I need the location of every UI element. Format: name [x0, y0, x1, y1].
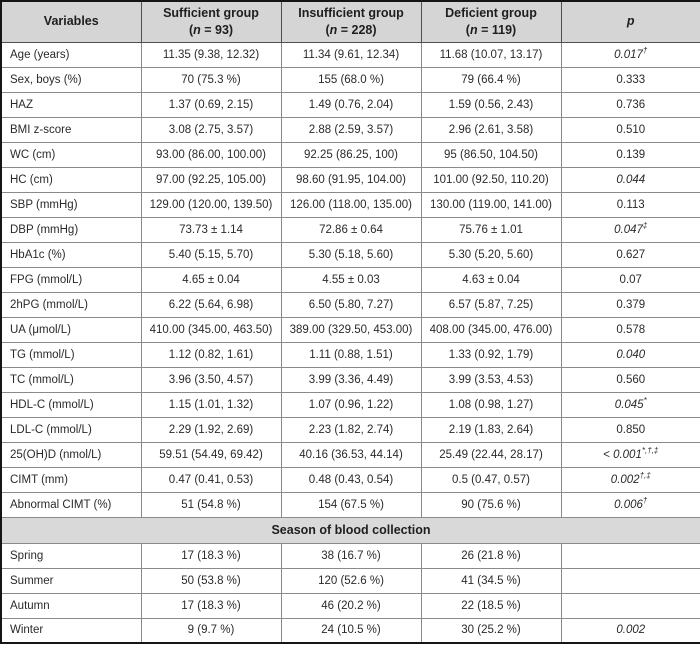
value-cell: 75.76 ± 1.01 [421, 217, 561, 242]
p-value-cell: 0.044 [561, 167, 700, 192]
value-cell: 95 (86.50, 104.50) [421, 142, 561, 167]
variable-cell: DBP (mmHg) [1, 217, 141, 242]
value-cell: 17 (18.3 %) [141, 543, 281, 568]
p-value-cell: 0.113 [561, 192, 700, 217]
variable-cell: TG (mmol/L) [1, 342, 141, 367]
p-value-cell: 0.017† [561, 42, 700, 67]
value-cell: 22 (18.5 %) [421, 593, 561, 618]
value-cell: 130.00 (119.00, 141.00) [421, 192, 561, 217]
table-row [1, 442, 700, 467]
variable-cell: 2hPG (mmol/L) [1, 292, 141, 317]
p-value-cell: 0.139 [561, 142, 700, 167]
value-cell: 9 (9.7 %) [141, 618, 281, 643]
variable-cell: 25(OH)D (nmol/L) [1, 442, 141, 467]
table-row [1, 367, 700, 392]
value-cell: 25.49 (22.44, 28.17) [421, 442, 561, 467]
value-cell: 101.00 (92.50, 110.20) [421, 167, 561, 192]
column-header-group-2 [281, 1, 421, 42]
variable-cell: HC (cm) [1, 167, 141, 192]
value-cell: 3.99 (3.53, 4.53) [421, 367, 561, 392]
table-row [1, 167, 700, 192]
variable-cell: HDL-C (mmol/L) [1, 392, 141, 417]
value-cell: 2.23 (1.82, 2.74) [281, 417, 421, 442]
value-cell: 50 (53.8 %) [141, 568, 281, 593]
value-cell: 120 (52.6 %) [281, 568, 421, 593]
p-value-cell [561, 568, 700, 593]
table-row [1, 117, 700, 142]
column-header-group-3 [421, 1, 561, 42]
table-row [1, 568, 700, 593]
variable-cell: LDL-C (mmol/L) [1, 417, 141, 442]
value-cell: 4.63 ± 0.04 [421, 267, 561, 292]
value-cell: 2.96 (2.61, 3.58) [421, 117, 561, 142]
table-row [1, 467, 700, 492]
value-cell: 389.00 (329.50, 453.00) [281, 317, 421, 342]
variable-cell: BMI z-score [1, 117, 141, 142]
value-cell: 410.00 (345.00, 463.50) [141, 317, 281, 342]
value-cell: 1.33 (0.92, 1.79) [421, 342, 561, 367]
table-row [1, 543, 700, 568]
value-cell: 70 (75.3 %) [141, 67, 281, 92]
value-cell: 4.65 ± 0.04 [141, 267, 281, 292]
p-value-cell: 0.736 [561, 92, 700, 117]
p-value-cell: 0.627 [561, 242, 700, 267]
value-cell: 2.88 (2.59, 3.57) [281, 117, 421, 142]
value-cell: 41 (34.5 %) [421, 568, 561, 593]
table-row [1, 192, 700, 217]
value-cell: 0.48 (0.43, 0.54) [281, 467, 421, 492]
column-header-p: p [561, 1, 700, 42]
value-cell: 17 (18.3 %) [141, 593, 281, 618]
table-row [1, 242, 700, 267]
variable-cell: Spring [1, 543, 141, 568]
p-value-cell: 0.047‡ [561, 217, 700, 242]
table-row [1, 392, 700, 417]
value-cell: 0.5 (0.47, 0.57) [421, 467, 561, 492]
value-cell: 1.37 (0.69, 2.15) [141, 92, 281, 117]
table-row [1, 292, 700, 317]
value-cell: 3.08 (2.75, 3.57) [141, 117, 281, 142]
group-name: Deficient group [445, 5, 537, 20]
p-value-cell: 0.510 [561, 117, 700, 142]
p-value-cell: 0.002 [561, 618, 700, 643]
variable-cell: Autumn [1, 593, 141, 618]
variable-cell: SBP (mmHg) [1, 192, 141, 217]
group-n: (n = 93) [188, 22, 234, 37]
table-row [1, 142, 700, 167]
value-cell: 6.57 (5.87, 7.25) [421, 292, 561, 317]
value-cell: 1.15 (1.01, 1.32) [141, 392, 281, 417]
column-header-variables: Variables [1, 1, 141, 42]
value-cell: 51 (54.8 %) [141, 492, 281, 517]
table-row [1, 593, 700, 618]
table-row [1, 417, 700, 442]
value-cell: 408.00 (345.00, 476.00) [421, 317, 561, 342]
value-cell: 4.55 ± 0.03 [281, 267, 421, 292]
value-cell: 59.51 (54.49, 69.42) [141, 442, 281, 467]
value-cell: 0.47 (0.41, 0.53) [141, 467, 281, 492]
value-cell: 73.73 ± 1.14 [141, 217, 281, 242]
value-cell: 3.96 (3.50, 4.57) [141, 367, 281, 392]
variable-cell: Winter [1, 618, 141, 643]
table-row [1, 317, 700, 342]
value-cell: 72.86 ± 0.64 [281, 217, 421, 242]
value-cell: 11.34 (9.61, 12.34) [281, 42, 421, 67]
value-cell: 38 (16.7 %) [281, 543, 421, 568]
variable-cell: TC (mmol/L) [1, 367, 141, 392]
p-value-cell [561, 593, 700, 618]
value-cell: 3.99 (3.36, 4.49) [281, 367, 421, 392]
season-section-row [1, 517, 700, 543]
value-cell: 6.22 (5.64, 6.98) [141, 292, 281, 317]
value-cell: 26 (21.8 %) [421, 543, 561, 568]
p-value-cell: 0.002†,‡ [561, 467, 700, 492]
value-cell: 97.00 (92.25, 105.00) [141, 167, 281, 192]
p-value-cell: 0.379 [561, 292, 700, 317]
variable-cell: WC (cm) [1, 142, 141, 167]
value-cell: 46 (20.2 %) [281, 593, 421, 618]
group-name: Sufficient group [163, 5, 259, 20]
value-cell: 2.19 (1.83, 2.64) [421, 417, 561, 442]
value-cell: 90 (75.6 %) [421, 492, 561, 517]
value-cell: 126.00 (118.00, 135.00) [281, 192, 421, 217]
value-cell: 11.68 (10.07, 13.17) [421, 42, 561, 67]
value-cell: 98.60 (91.95, 104.00) [281, 167, 421, 192]
value-cell: 1.59 (0.56, 2.43) [421, 92, 561, 117]
value-cell: 6.50 (5.80, 7.27) [281, 292, 421, 317]
p-value-cell: 0.040 [561, 342, 700, 367]
p-value-cell: 0.333 [561, 67, 700, 92]
value-cell: 1.07 (0.96, 1.22) [281, 392, 421, 417]
value-cell: 24 (10.5 %) [281, 618, 421, 643]
variable-cell: Sex, boys (%) [1, 67, 141, 92]
p-value-cell: < 0.001*,†,‡ [561, 442, 700, 467]
value-cell: 92.25 (86.25, 100) [281, 142, 421, 167]
p-value-cell: 0.045* [561, 392, 700, 417]
season-section-header: Season of blood collection [1, 517, 700, 543]
table-row [1, 67, 700, 92]
value-cell: 40.16 (36.53, 44.14) [281, 442, 421, 467]
column-header-group-1 [141, 1, 281, 42]
table-row [1, 92, 700, 117]
p-value-cell: 0.07 [561, 267, 700, 292]
p-value-cell: 0.006† [561, 492, 700, 517]
table-row [1, 618, 700, 643]
variable-cell: Abnormal CIMT (%) [1, 492, 141, 517]
value-cell: 2.29 (1.92, 2.69) [141, 417, 281, 442]
value-cell: 1.49 (0.76, 2.04) [281, 92, 421, 117]
group-name: Insufficient group [298, 5, 404, 20]
p-value-cell: 0.850 [561, 417, 700, 442]
value-cell: 79 (66.4 %) [421, 67, 561, 92]
variable-cell: HbA1c (%) [1, 242, 141, 267]
p-value-cell [561, 543, 700, 568]
variable-cell: Summer [1, 568, 141, 593]
value-cell: 11.35 (9.38, 12.32) [141, 42, 281, 67]
value-cell: 5.40 (5.15, 5.70) [141, 242, 281, 267]
value-cell: 30 (25.2 %) [421, 618, 561, 643]
table-head [1, 1, 700, 42]
group-n: (n = 228) [325, 22, 377, 37]
variable-cell: Age (years) [1, 42, 141, 67]
p-value-cell: 0.578 [561, 317, 700, 342]
variable-cell: UA (μmol/L) [1, 317, 141, 342]
value-cell: 93.00 (86.00, 100.00) [141, 142, 281, 167]
variable-cell: FPG (mmol/L) [1, 267, 141, 292]
table-row [1, 492, 700, 517]
p-value-cell: 0.560 [561, 367, 700, 392]
variable-cell: CIMT (mm) [1, 467, 141, 492]
table-row [1, 217, 700, 242]
value-cell: 129.00 (120.00, 139.50) [141, 192, 281, 217]
value-cell: 1.11 (0.88, 1.51) [281, 342, 421, 367]
value-cell: 1.12 (0.82, 1.61) [141, 342, 281, 367]
table-row [1, 267, 700, 292]
variable-cell: HAZ [1, 92, 141, 117]
value-cell: 155 (68.0 %) [281, 67, 421, 92]
table-header-row [1, 1, 700, 42]
table-row [1, 342, 700, 367]
table-row [1, 42, 700, 67]
value-cell: 1.08 (0.98, 1.27) [421, 392, 561, 417]
value-cell: 5.30 (5.18, 5.60) [281, 242, 421, 267]
group-n: (n = 119) [465, 22, 517, 37]
value-cell: 154 (67.5 %) [281, 492, 421, 517]
table-body [1, 42, 700, 643]
value-cell: 5.30 (5.20, 5.60) [421, 242, 561, 267]
